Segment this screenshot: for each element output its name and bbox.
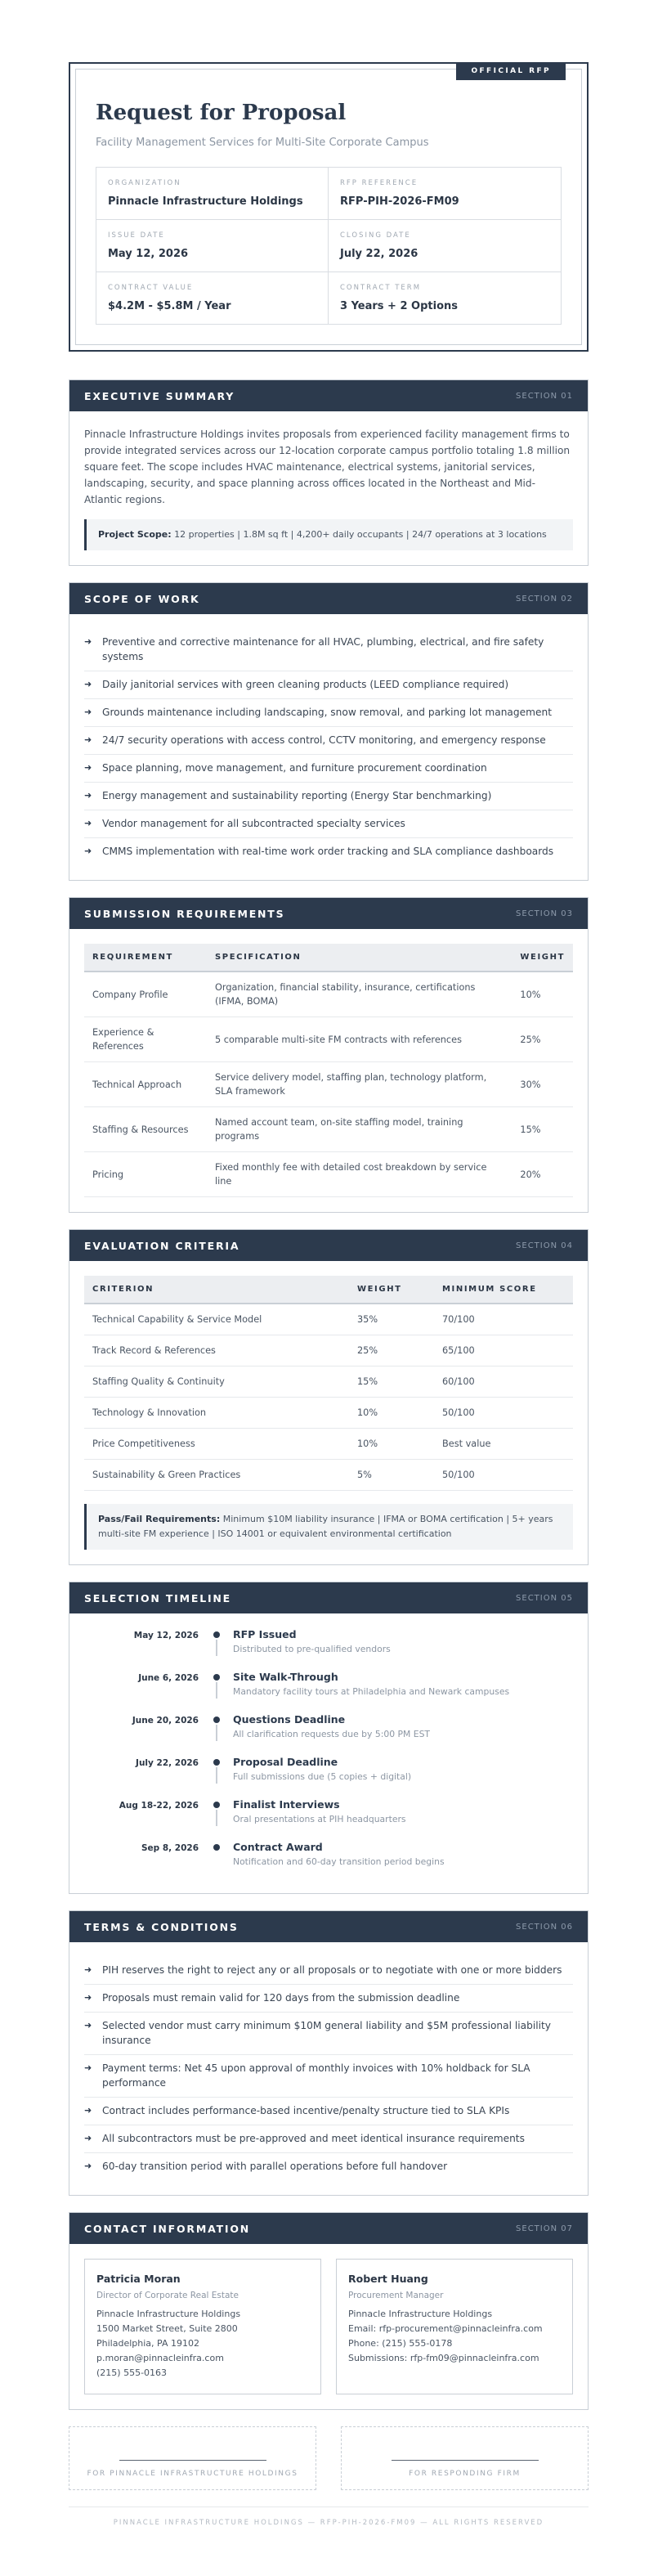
document-subtitle: Facility Management Services for Multi-Site Corporate Campus <box>96 137 429 149</box>
section-body <box>69 411 588 565</box>
table-cell: 50/100 <box>434 1460 573 1491</box>
table-row <box>84 1429 573 1460</box>
timeline-item <box>84 1713 573 1756</box>
timeline-description: Oral presentations at PIH headquarters <box>233 1814 406 1824</box>
timeline-item <box>84 1841 573 1874</box>
list-item <box>84 2153 573 2180</box>
project-scope-callout <box>84 519 573 550</box>
list-item-text: Space planning, move management, and furniture procurement coordination <box>102 762 487 774</box>
table-row <box>84 1107 573 1152</box>
timeline-title: RFP Issued <box>233 1628 297 1640</box>
list-item-text: 24/7 security operations with access control, CCTV monitoring, and emergency response <box>102 734 546 746</box>
contact-role: Procurement Manager <box>348 2291 444 2300</box>
arrow-icon: ➜ <box>84 818 92 828</box>
table-row <box>84 1398 573 1429</box>
timeline-date: June 20, 2026 <box>132 1716 199 1726</box>
timeline-connector <box>216 1725 217 1741</box>
pass-fail-callout <box>84 1504 573 1550</box>
section-header <box>69 1582 588 1613</box>
arrow-icon: ➜ <box>84 790 92 801</box>
contact-cards <box>84 2259 573 2394</box>
list-item-text: Grounds maintenance including landscaping, snow removal, and parking lot management <box>102 707 553 718</box>
meta-contract-term <box>329 272 561 324</box>
timeline-title: Site Walk-Through <box>233 1671 338 1683</box>
contact-submissions-email[interactable]: Submissions: rfp-fm09@pinnacleinfra.com <box>348 2353 539 2363</box>
timeline-date: Aug 18-22, 2026 <box>119 1801 199 1811</box>
timeline-marker <box>199 1756 233 1798</box>
arrow-icon: ➜ <box>84 2105 92 2116</box>
section-executive-summary <box>69 379 589 566</box>
contact-card <box>84 2259 321 2394</box>
section-header <box>69 583 588 614</box>
timeline-title: Contract Award <box>233 1841 323 1853</box>
section-number: SECTION 01 <box>516 391 573 401</box>
page-footer: PINNACLE INFRASTRUCTURE HOLDINGS — RFP-PIH-2026-FM09 — ALL RIGHTS RESERVED <box>69 2506 589 2576</box>
table-cell: Experience & References <box>84 1017 207 1062</box>
column-header: SPECIFICATION <box>207 944 512 972</box>
list-item <box>84 783 573 810</box>
meta-value: May 12, 2026 <box>108 248 189 260</box>
meta-issue-date <box>96 220 329 272</box>
contact-phone: (215) 555-0163 <box>96 2367 168 2378</box>
meta-value: RFP-PIH-2026-FM09 <box>340 195 459 208</box>
list-item-text: Energy management and sustainability reporting (Energy Star benchmarking) <box>102 790 492 801</box>
table-cell: 15% <box>349 1367 434 1398</box>
table-cell: Company Profile <box>84 972 207 1017</box>
section-number: SECTION 05 <box>516 1593 573 1603</box>
section-header <box>69 2213 588 2244</box>
section-submission-requirements <box>69 897 589 1213</box>
list-item-text: Daily janitorial services with green cleaning products (LEED compliance required) <box>102 679 509 690</box>
signature-line <box>119 2460 266 2461</box>
table-cell: Technical Capability & Service Model <box>84 1304 349 1335</box>
table-cell: Technology & Innovation <box>84 1398 349 1429</box>
table-cell: Named account team, on-site staffing model, training programs <box>207 1107 512 1152</box>
column-header: WEIGHT <box>349 1276 434 1304</box>
table-cell: Track Record & References <box>84 1335 349 1367</box>
arrow-icon: ➜ <box>84 2133 92 2143</box>
contact-email[interactable]: p.moran@pinnacleinfra.com <box>96 2353 224 2363</box>
table-cell: 50/100 <box>434 1398 573 1429</box>
section-header <box>69 1911 588 1942</box>
timeline-marker <box>199 1798 233 1841</box>
summary-paragraph: Pinnacle Infrastructure Holdings invites proposals from experienced facility management firms to provide integrated services across our 12-location corporate campus portfolio totaling 1.8 million square feet. The scope includes HVAC maintenance, electrical systems, janitorial services, landscaping, security, and space planning across offices located in the Northeast and Mid-Atlantic regions. <box>84 429 571 505</box>
contact-line: Pinnacle Infrastructure Holdings <box>348 2309 493 2319</box>
section-header <box>69 380 588 411</box>
list-item-text: Preventive and corrective maintenance for all HVAC, plumbing, electrical, and fire safety systems <box>102 636 544 662</box>
timeline-description: Distributed to pre-qualified vendors <box>233 1644 391 1654</box>
timeline-dot <box>213 1674 220 1681</box>
official-badge: OFFICIAL RFP <box>456 62 566 80</box>
meta-label: ISSUE DATE <box>108 231 165 240</box>
timeline-item <box>84 1756 573 1798</box>
table-row <box>84 1367 573 1398</box>
list-item <box>84 2125 573 2153</box>
table-cell: 10% <box>512 972 573 1017</box>
arrow-icon: ➜ <box>84 2020 92 2031</box>
section-body <box>69 614 588 880</box>
contact-line: Pinnacle Infrastructure Holdings <box>96 2309 241 2319</box>
timeline-content <box>233 1798 573 1841</box>
section-title: SELECTION TIMELINE <box>84 1591 232 1604</box>
timeline-connector <box>216 1767 217 1784</box>
list-item <box>84 2098 573 2125</box>
timeline-connector <box>216 1810 217 1826</box>
column-header: MINIMUM SCORE <box>434 1276 573 1304</box>
table-cell: 35% <box>349 1304 434 1335</box>
timeline-title: Questions Deadline <box>233 1713 346 1726</box>
arrow-icon: ➜ <box>84 679 92 689</box>
list-item <box>84 629 573 671</box>
timeline-connector <box>216 1640 217 1656</box>
arrow-icon: ➜ <box>84 2062 92 2073</box>
section-title: SUBMISSION REQUIREMENTS <box>84 907 285 920</box>
scope-list <box>84 629 573 865</box>
table-cell: 65/100 <box>434 1335 573 1367</box>
timeline-dot <box>213 1802 220 1808</box>
table-cell: Sustainability & Green Practices <box>84 1460 349 1491</box>
section-title: EXECUTIVE SUMMARY <box>84 389 235 402</box>
table-row <box>84 1304 573 1335</box>
table-cell: Best value <box>434 1429 573 1460</box>
timeline-title: Proposal Deadline <box>233 1756 338 1768</box>
table-row <box>84 1017 573 1062</box>
contact-name: Robert Huang <box>348 2273 428 2285</box>
contact-role: Director of Corporate Real Estate <box>96 2291 239 2300</box>
list-item <box>84 727 573 755</box>
list-item-text: Selected vendor must carry minimum $10M general liability and $5M professional liability insurance <box>102 2020 551 2046</box>
timeline-date: Sep 8, 2026 <box>141 1843 199 1853</box>
timeline-title: Finalist Interviews <box>233 1798 340 1811</box>
table-header-row <box>84 1276 573 1304</box>
list-item-text: Contract includes performance-based incentive/penalty structure tied to SLA KPIs <box>102 2105 510 2116</box>
meta-label: ORGANIZATION <box>108 179 181 187</box>
section-body <box>69 1942 588 2195</box>
table-cell: 10% <box>349 1429 434 1460</box>
section-header <box>69 1230 588 1261</box>
meta-value: $4.2M - $5.8M / Year <box>108 300 231 312</box>
table-cell: 5% <box>349 1460 434 1491</box>
callout-text: 12 properties | 1.8M sq ft | 4,200+ daily occupants | 24/7 operations at 3 locations <box>174 529 547 540</box>
arrow-icon: ➜ <box>84 1964 92 1975</box>
timeline-marker <box>199 1628 233 1671</box>
contact-line: Philadelphia, PA 19102 <box>96 2338 199 2349</box>
section-header <box>69 898 588 929</box>
section-number: SECTION 07 <box>516 2224 573 2233</box>
arrow-icon: ➜ <box>84 762 92 773</box>
arrow-icon: ➜ <box>84 1992 92 2003</box>
meta-organization <box>96 168 329 220</box>
section-terms-conditions <box>69 1910 589 2196</box>
column-header: WEIGHT <box>512 944 573 972</box>
timeline-item <box>84 1798 573 1841</box>
timeline-marker <box>199 1713 233 1756</box>
timeline-content <box>233 1756 573 1798</box>
table-cell: Organization, financial stability, insurance, certifications (IFMA, BOMA) <box>207 972 512 1017</box>
signature-label: FOR PINNACLE INFRASTRUCTURE HOLDINGS <box>87 2470 298 2478</box>
timeline-content <box>233 1713 573 1756</box>
section-title: TERMS & CONDITIONS <box>84 1920 239 1933</box>
timeline-marker <box>199 1841 233 1874</box>
list-item <box>84 671 573 699</box>
table-cell: 70/100 <box>434 1304 573 1335</box>
section-body <box>69 2244 588 2409</box>
arrow-icon: ➜ <box>84 636 92 647</box>
meta-label: CONTRACT VALUE <box>108 284 194 292</box>
table-cell: Staffing Quality & Continuity <box>84 1367 349 1398</box>
document-title: Request for Proposal <box>96 101 347 125</box>
section-title: SCOPE OF WORK <box>84 592 200 605</box>
callout-label: Project Scope: <box>98 529 172 540</box>
column-header: REQUIREMENT <box>84 944 207 972</box>
meta-grid <box>96 167 562 325</box>
table-cell: 25% <box>512 1017 573 1062</box>
table-cell: Price Competitiveness <box>84 1429 349 1460</box>
timeline-dot <box>213 1631 220 1638</box>
timeline-date: July 22, 2026 <box>136 1758 199 1768</box>
contact-name: Patricia Moran <box>96 2273 181 2285</box>
meta-rfp-reference <box>329 168 561 220</box>
table-cell: 60/100 <box>434 1367 573 1398</box>
list-item-text: CMMS implementation with real-time work order tracking and SLA compliance dashboards <box>102 846 554 857</box>
table-cell: 5 comparable multi-site FM contracts with references <box>207 1017 512 1062</box>
table-cell: Staffing & Resources <box>84 1107 207 1152</box>
list-item-text: Payment terms: Net 45 upon approval of monthly invoices with 10% holdback for SLA performance <box>102 2062 530 2089</box>
timeline-content <box>233 1841 573 1874</box>
contact-phone: Phone: (215) 555-0178 <box>348 2338 453 2349</box>
meta-contract-value <box>96 272 329 324</box>
table-row <box>84 972 573 1017</box>
timeline-item <box>84 1671 573 1713</box>
section-title: CONTACT INFORMATION <box>84 2222 251 2235</box>
section-number: SECTION 06 <box>516 1922 573 1932</box>
meta-label: CONTRACT TERM <box>340 284 422 292</box>
timeline-description: Full submissions due (5 copies + digital) <box>233 1771 412 1782</box>
table-row <box>84 1062 573 1107</box>
table-cell: 25% <box>349 1335 434 1367</box>
header-inner <box>75 69 582 345</box>
table-row <box>84 1460 573 1491</box>
section-number: SECTION 03 <box>516 909 573 918</box>
contact-card <box>336 2259 573 2394</box>
timeline-date: June 6, 2026 <box>138 1673 199 1683</box>
signature-area <box>69 2426 589 2490</box>
timeline-content <box>233 1671 573 1713</box>
table-row <box>84 1335 573 1367</box>
list-item-text: 60-day transition period with parallel operations before full handover <box>102 2161 448 2172</box>
contact-email[interactable]: Email: rfp-procurement@pinnacleinfra.com <box>348 2323 543 2334</box>
column-header: CRITERION <box>84 1276 349 1304</box>
submission-table <box>84 944 573 1197</box>
arrow-icon: ➜ <box>84 734 92 745</box>
timeline-date: May 12, 2026 <box>133 1631 199 1640</box>
list-item <box>84 838 573 865</box>
callout-text: Minimum $10M liability insurance | IFMA or BOMA certification | 5+ years multi-site FM experience | ISO 14001 or equivalent environmental certification <box>98 1514 553 1539</box>
timeline-marker <box>199 1671 233 1713</box>
meta-value: 3 Years + 2 Options <box>340 300 458 312</box>
list-item <box>84 1957 573 1985</box>
meta-value: Pinnacle Infrastructure Holdings <box>108 195 303 208</box>
list-item <box>84 1985 573 2013</box>
meta-closing-date <box>329 220 561 272</box>
meta-label: RFP REFERENCE <box>340 179 418 187</box>
signature-box-issuer[interactable] <box>69 2426 316 2490</box>
section-contact-information <box>69 2212 589 2410</box>
meta-label: CLOSING DATE <box>340 231 411 240</box>
section-number: SECTION 04 <box>516 1241 573 1250</box>
section-number: SECTION 02 <box>516 594 573 604</box>
timeline-connector <box>216 1682 217 1699</box>
table-cell: 10% <box>349 1398 434 1429</box>
list-item-text: All subcontractors must be pre-approved and meet identical insurance requirements <box>102 2133 525 2144</box>
list-item-text: PIH reserves the right to reject any or all proposals or to negotiate with one or more bidders <box>102 1964 562 1976</box>
table-cell: 20% <box>512 1152 573 1197</box>
section-scope-of-work <box>69 582 589 881</box>
arrow-icon: ➜ <box>84 707 92 717</box>
table-cell: Technical Approach <box>84 1062 207 1107</box>
table-cell: 15% <box>512 1107 573 1152</box>
section-title: EVALUATION CRITERIA <box>84 1239 240 1252</box>
list-item <box>84 755 573 783</box>
section-body <box>69 929 588 1212</box>
table-cell: Pricing <box>84 1152 207 1197</box>
table-header-row <box>84 944 573 972</box>
contact-line: 1500 Market Street, Suite 2800 <box>96 2323 238 2334</box>
timeline-dot <box>213 1844 220 1851</box>
timeline-description: All clarification requests due by 5:00 PM EST <box>233 1729 431 1739</box>
list-item-text: Proposals must remain valid for 120 days from the submission deadline <box>102 1992 460 2004</box>
timeline-content <box>233 1628 573 1671</box>
list-item-text: Vendor management for all subcontracted specialty services <box>102 818 405 829</box>
table-cell: Fixed monthly fee with detailed cost breakdown by service line <box>207 1152 512 1197</box>
list-item <box>84 2013 573 2055</box>
list-item <box>84 699 573 727</box>
terms-list <box>84 1957 573 2180</box>
signature-label: FOR RESPONDING FIRM <box>409 2470 521 2478</box>
timeline-dot <box>213 1759 220 1766</box>
timeline-description: Notification and 60-day transition period begins <box>233 1856 445 1867</box>
signature-line <box>392 2460 539 2461</box>
timeline-dot <box>213 1717 220 1723</box>
section-evaluation-criteria <box>69 1229 589 1565</box>
header-card <box>69 62 589 352</box>
arrow-icon: ➜ <box>84 2161 92 2171</box>
callout-label: Pass/Fail Requirements: <box>98 1514 221 1524</box>
table-row <box>84 1152 573 1197</box>
signature-box-respondent[interactable] <box>341 2426 589 2490</box>
list-item <box>84 810 573 838</box>
timeline-description: Mandatory facility tours at Philadelphia and Newark campuses <box>233 1686 510 1697</box>
section-body <box>69 1261 588 1564</box>
section-selection-timeline <box>69 1582 589 1894</box>
timeline <box>69 1613 588 1893</box>
table-cell: Service delivery model, staffing plan, technology platform, SLA framework <box>207 1062 512 1107</box>
list-item <box>84 2055 573 2098</box>
table-cell: 30% <box>512 1062 573 1107</box>
meta-value: July 22, 2026 <box>340 248 418 260</box>
timeline-item <box>84 1628 573 1671</box>
evaluation-table <box>84 1276 573 1491</box>
arrow-icon: ➜ <box>84 846 92 856</box>
